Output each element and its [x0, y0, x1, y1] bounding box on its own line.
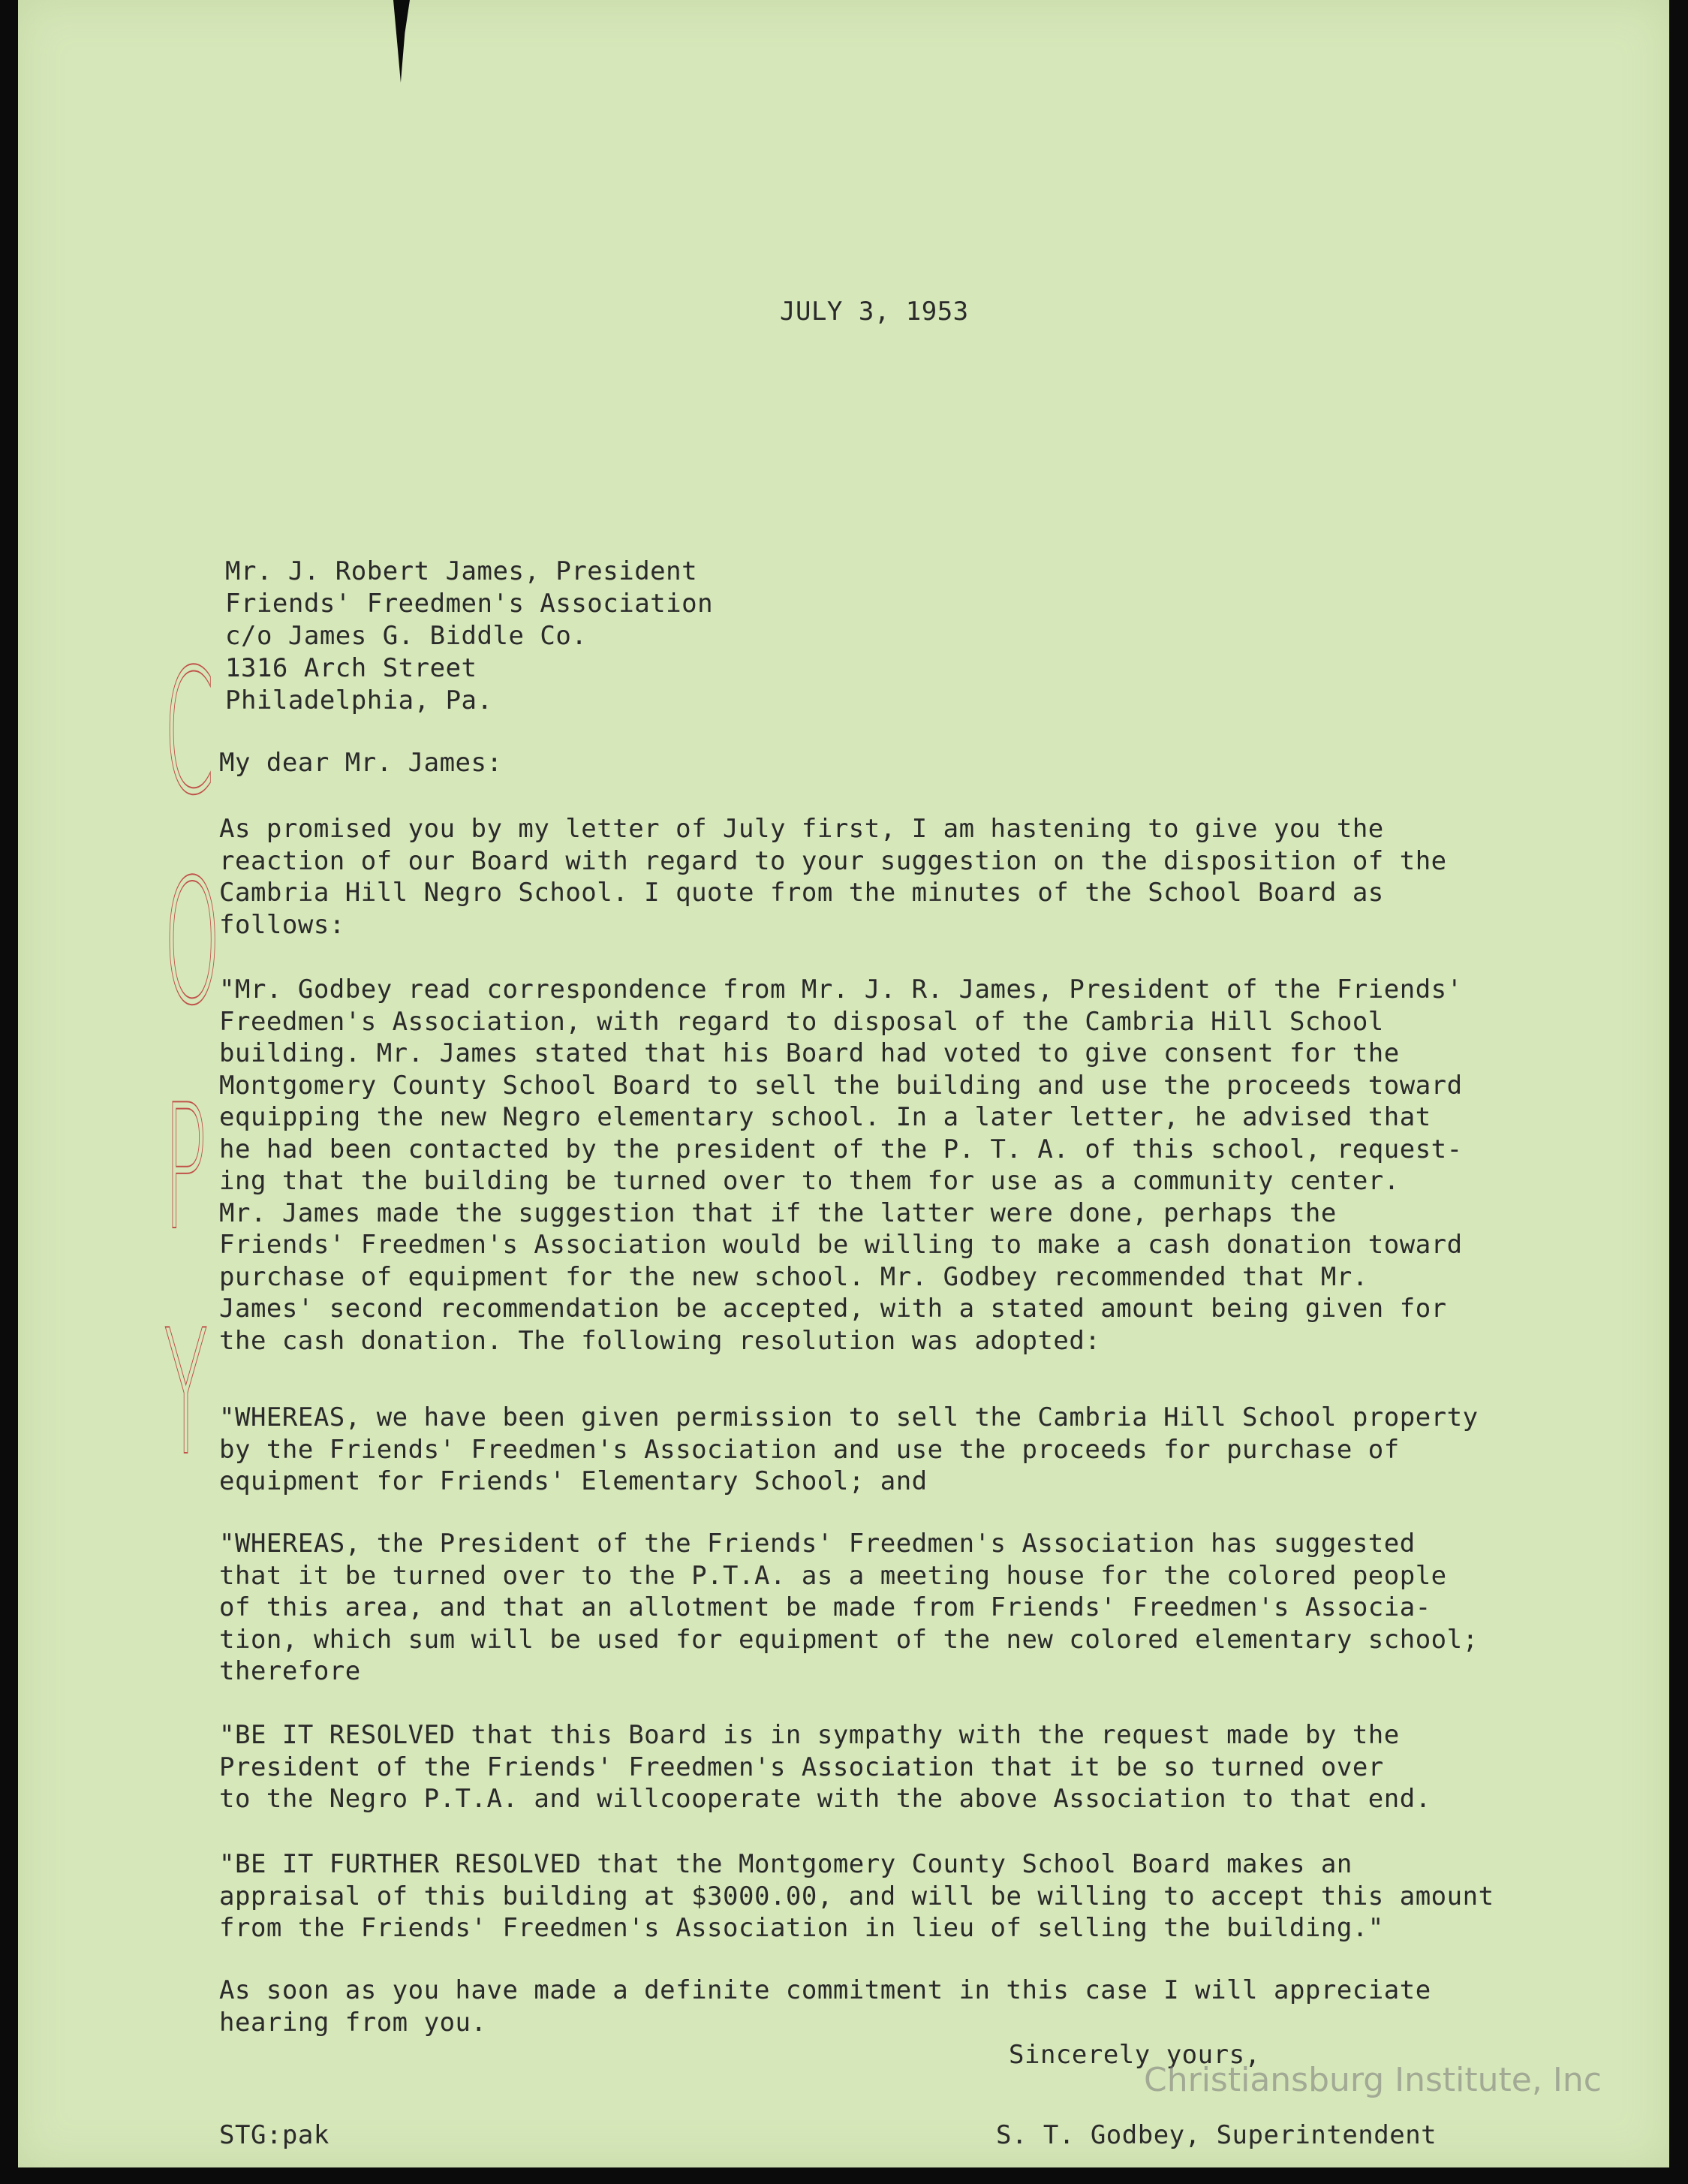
copy-stamp-letter: O: [164, 843, 221, 1044]
address-line: 1316 Arch Street: [225, 653, 477, 683]
text-line: James' second recommendation be accepted, with a stated amount being given for: [219, 1294, 1447, 1324]
paragraph-whereas-2: [219, 1528, 1540, 1688]
address-line: Mr. J. Robert James, President: [225, 556, 698, 586]
text-line: hearing from you.: [219, 2007, 487, 2038]
text-line: equipping the new Negro elementary school. In a later letter, he advised that: [219, 1102, 1431, 1132]
text-line: ing that the building be turned over to them for use as a community center.: [219, 1166, 1400, 1196]
text-line: President of the Friends' Freedmen's Association that it be so turned over: [219, 1752, 1384, 1782]
text-line: "WHEREAS, we have been given permission to sell the Cambria Hill School property: [219, 1402, 1479, 1432]
text-line: of this area, and that an allotment be made from Friends' Freedmen's Associa-: [219, 1592, 1431, 1622]
text-line: "WHEREAS, the President of the Friends' Freedmen's Association has suggested: [219, 1529, 1416, 1559]
torn-edge: [393, 0, 410, 83]
paragraph-further-resolved: [219, 1848, 1540, 1945]
text-line: purchase of equipment for the new school. Mr. Godbey recommended that Mr.: [219, 1261, 1368, 1292]
copy-stamp: [144, 633, 221, 1503]
text-line: "BE IT FURTHER RESOLVED that the Montgomery County School Board makes an: [219, 1849, 1353, 1879]
recipient-address: [225, 556, 713, 717]
signature-block: S. T. Godbey, Superintendent: [996, 2120, 1437, 2150]
salutation: My dear Mr. James:: [219, 748, 503, 778]
text-line: from the Friends' Freedmen's Association in lieu of selling the building.": [219, 1913, 1384, 1943]
copy-stamp-letter: P: [164, 1068, 208, 1269]
text-line: he had been contacted by the president of the P. T. A. of this school, request-: [219, 1134, 1463, 1164]
text-line: reaction of our Board with regard to your suggestion on the disposition of the: [219, 845, 1447, 876]
document-page: [18, 0, 1669, 2167]
paragraph-resolved: [219, 1719, 1540, 1815]
copy-stamp-letter: Y: [164, 1294, 209, 1494]
text-line: Friends' Freedmen's Association would be willing to make a cash donation toward: [219, 1230, 1463, 1260]
text-line: "Mr. Godbey read correspondence from Mr. J. R. James, President of the Friends': [219, 975, 1463, 1005]
text-line: appraisal of this building at $3000.00, and will be willing to accept this amount: [219, 1881, 1494, 1911]
text-line: Freedmen's Association, with regard to disposal of the Cambria Hill School: [219, 1006, 1384, 1037]
text-line: by the Friends' Freedmen's Association and use the proceeds for purchase of: [219, 1434, 1400, 1465]
text-line: therefore: [219, 1656, 361, 1686]
copy-stamp-letter: C: [164, 633, 215, 833]
paragraph-minutes: [219, 974, 1540, 1357]
text-line: tion, which sum will be used for equipment of the new colored elementary school;: [219, 1624, 1479, 1655]
text-line: the cash donation. The following resolution was adopted:: [219, 1325, 1101, 1356]
text-line: As soon as you have made a definite commitment in this case I will appreciate: [219, 1975, 1431, 2005]
text-line: Mr. James made the suggestion that if the latter were done, perhaps the: [219, 1197, 1337, 1228]
letter-date: JULY 3, 1953: [780, 297, 969, 327]
text-line: Montgomery County School Board to sell the building and use the proceeds toward: [219, 1070, 1463, 1101]
text-line: equipment for Friends' Elementary School; and: [219, 1466, 928, 1496]
text-line: "BE IT RESOLVED that this Board is in sympathy with the request made by the: [219, 1720, 1400, 1750]
text-line: As promised you by my letter of July first, I am hastening to give you the: [219, 814, 1384, 844]
address-line: c/o James G. Biddle Co.: [225, 621, 588, 651]
text-line: Cambria Hill Negro School. I quote from the minutes of the School Board as: [219, 878, 1384, 908]
text-line: follows:: [219, 909, 345, 940]
watermark: Christiansburg Institute, Inc: [1144, 2061, 1602, 2099]
text-line: that it be turned over to the P.T.A. as a meeting house for the colored people: [219, 1560, 1447, 1591]
text-line: to the Negro P.T.A. and willcooperate with the above Association to that end.: [219, 1784, 1431, 1814]
typist-initials: STG:pak: [219, 2120, 329, 2150]
paragraph-intro: [219, 813, 1540, 941]
closing: Sincerely yours,: [1009, 2040, 1261, 2070]
address-line: Friends' Freedmen's Association: [225, 589, 714, 619]
paragraph-closing-request: [219, 1975, 1540, 2038]
text-line: building. Mr. James stated that his Board had voted to give consent for the: [219, 1038, 1400, 1068]
address-line: Philadelphia, Pa.: [225, 685, 493, 715]
paragraph-whereas-1: [219, 1402, 1540, 1498]
